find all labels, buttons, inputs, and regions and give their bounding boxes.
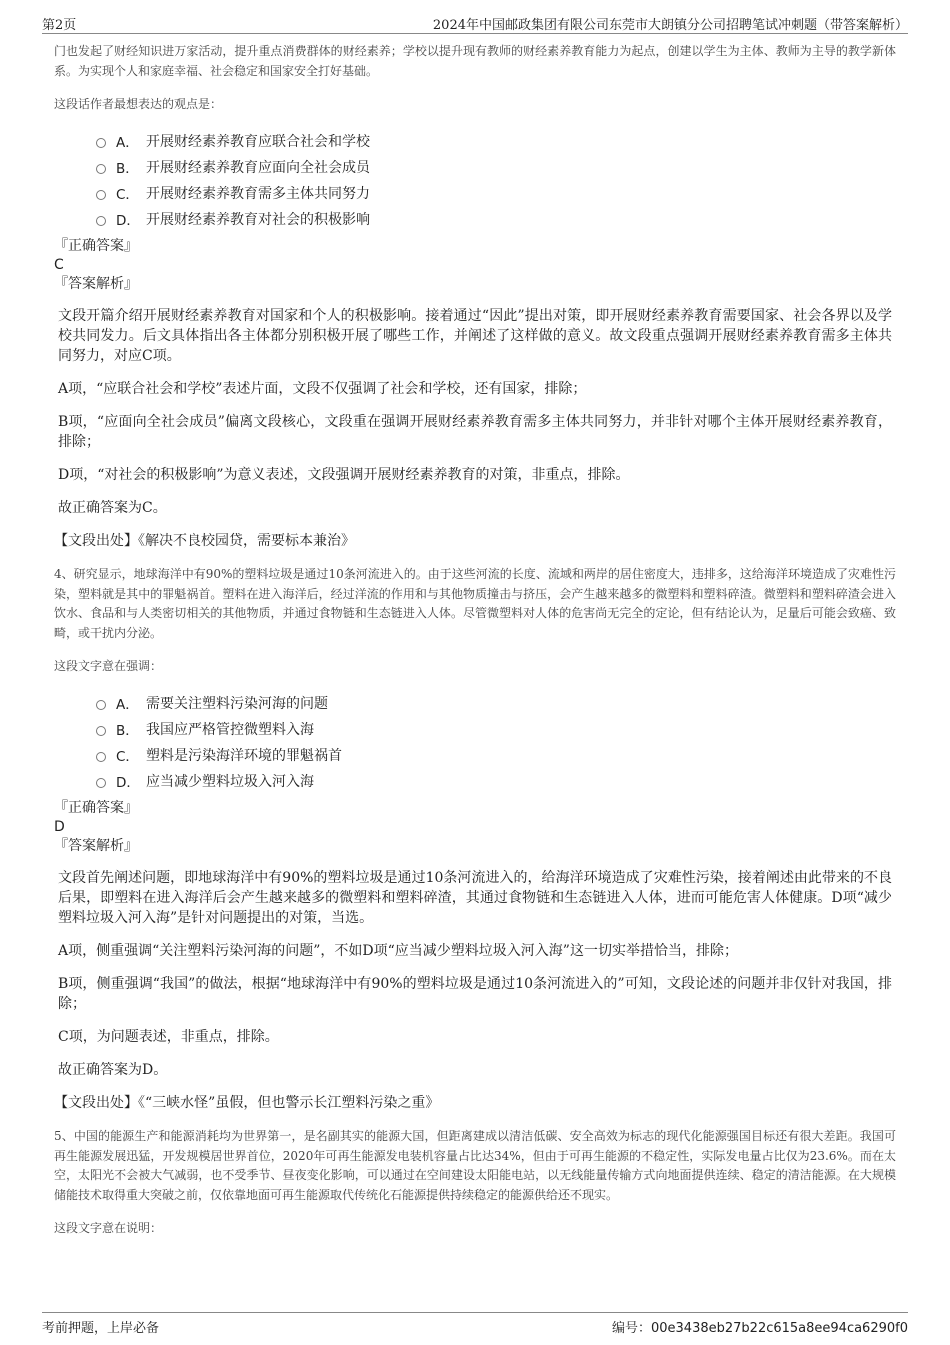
question-3-passage: 门也发起了财经知识进万家活动，提升重点消费群体的财经素养；学校以提升现有教师的财经素养教育能力为起点，创建以学生为主体、教师为主导的教学新体系。为实现个人和家庭幸福、社会稳定和国家安全打好基础。 (54, 44, 896, 78)
radio-icon[interactable] (96, 138, 106, 148)
analysis-paragraph: 文段开篇介绍开展财经素养教育对国家和个人的积极影响。接着通过“因此”提出对策，即开展财经素养教育需要国家、社会各界以及学校共同发力。后文具体指出各主体都分别积极开展了哪些工作，并阐述了这样做的意义。故文段重点强调开展财经素养教育需多主体共同努力，对应C项。 (58, 308, 892, 364)
question-4-options (96, 690, 896, 794)
question-5-passage: 5、中国的能源生产和能源消耗均为世界第一，是名副其实的能源大国，但距离建成以清洁低碳、安全高效为标志的现代化能源强国目标还有很大差距。我国可再生能源发展迅猛，开发规模居世界首位，2020年可再生能源发电装机容量占比达34%，但由于可再生能源的不稳定性，实际发电量占比仅为23.6%。而在太空，太阳光不会被大气减弱，也不受季节、昼夜变化影响，可以通过在空间建设太阳能电站，以无线能量传输方式向地面提供连续、稳定的清洁能源。在大规模储能技术取得重大突破之前，仅依靠地面可再生能源取代传统化石能源提供持续稳定的能源供给还不现实。 (54, 1129, 896, 1202)
answer-label: 『正确答案』 (54, 800, 138, 816)
analysis-paragraph: C项，为问题表述，非重点，排除。 (58, 1029, 279, 1045)
option-d[interactable] (96, 768, 896, 794)
analysis-paragraph: A项，侧重强调“关注塑料污染河海的问题”，不如D项“应当减少塑料垃圾入河入海”这一切实举措恰当，排除； (58, 943, 738, 959)
analysis-label: 『答案解析』 (54, 838, 138, 854)
passage-source: 【文段出处】《“三峡水怪”虽假，但也警示长江塑料污染之重》 (54, 1095, 440, 1111)
option-letter: C． (116, 187, 139, 203)
question-4-prompt: 这段文字意在强调： (54, 659, 163, 673)
analysis-paragraph: 故正确答案为D。 (58, 1062, 168, 1078)
option-letter: A． (116, 697, 139, 713)
correct-answer: C (54, 257, 64, 273)
radio-icon[interactable] (96, 752, 106, 762)
option-letter: D． (116, 775, 140, 791)
option-text: 开展财经素养教育需多主体共同努力 (146, 186, 370, 202)
question-5 (54, 1127, 896, 1238)
analysis-paragraph: 文段首先阐述问题，即地球海洋中有90%的塑料垃圾是通过10条河流进入的，给海洋环境造成了灾难性污染，接着阐述由此带来的不良后果，即塑料在进入海洋后会产生越来越多的微塑料和塑料碎渣，其通过食物链和生态链进入人体，进而可能危害人体健康。D项“减少塑料垃圾入河入海”是针对问题提出的对策，当选。 (58, 870, 892, 926)
document-title: 2024年中国邮政集团有限公司东莞市大朗镇分公司招聘笔试冲刺题（带答案解析） (432, 18, 908, 33)
option-text: 应当减少塑料垃圾入河入海 (146, 774, 314, 790)
option-text: 开展财经素养教育对社会的积极影响 (146, 212, 370, 228)
question-4-passage: 4、研究显示，地球海洋中有90%的塑料垃圾是通过10条河流进入的。由于这些河流的长度、流域和两岸的居住密度大，违排多，这给海洋环境造成了灾难性污染，塑料就是其中的罪魁祸首。塑料在进入海洋后，经过洋流的作用和与其他物质撞击与挤压，会产生越来越多的微塑料和塑料碎渣。微塑料和塑料碎渣会进入饮水、食品和与人类密切相关的其他物质，并通过食物链和生态链进入人体。尽管微塑料对人体的危害尚无完全的定论，但有结论认为，足量后可能会致癌、致畸，或干扰内分泌。 (54, 567, 896, 640)
radio-icon[interactable] (96, 778, 106, 788)
option-b[interactable] (96, 716, 896, 742)
document-id-code: 00e3438eb27b22c615a8ee94ca6290f0 (651, 1321, 908, 1336)
option-text: 需要关注塑料污染河海的问题 (146, 696, 328, 712)
footer-slogan: 考前押题，上岸必备 (42, 1321, 160, 1336)
analysis-paragraph: B项，侧重强调“我国”的做法，根据“地球海洋中有90%的塑料垃圾是通过10条河流进入的”可知，文段论述的问题并非仅针对我国，排除； (58, 976, 892, 1012)
question-3-prompt: 这段话作者最想表达的观点是： (54, 97, 223, 111)
page-footer (42, 1312, 908, 1334)
question-3-options (96, 128, 896, 232)
document-id (612, 1317, 908, 1336)
question-4 (54, 565, 896, 1113)
option-text: 开展财经素养教育应联合社会和学校 (146, 134, 370, 150)
analysis-label: 『答案解析』 (54, 276, 138, 292)
question-3 (54, 42, 896, 551)
option-a[interactable] (96, 690, 896, 716)
option-c[interactable] (96, 180, 896, 206)
option-d[interactable] (96, 206, 896, 232)
correct-answer: D (54, 819, 65, 835)
analysis-paragraph: A项，“应联合社会和学校”表述片面，文段不仅强调了社会和学校，还有国家，排除； (58, 381, 587, 397)
document-id-label: 编号： (611, 1321, 651, 1336)
option-b[interactable] (96, 154, 896, 180)
analysis-paragraph: B项，“应面向全社会成员”偏离文段核心，文段重在强调开展财经素养教育需多主体共同努力，并非针对哪个主体开展财经素养教育，排除； (58, 414, 892, 450)
option-c[interactable] (96, 742, 896, 768)
radio-icon[interactable] (96, 726, 106, 736)
option-letter: C． (116, 749, 139, 765)
option-letter: D． (116, 213, 140, 229)
radio-icon[interactable] (96, 190, 106, 200)
page-number: 第2页 (42, 18, 77, 33)
document-body (54, 42, 896, 1252)
radio-icon[interactable] (96, 216, 106, 226)
option-letter: B． (116, 161, 139, 177)
page-header (42, 12, 908, 34)
option-a[interactable] (96, 128, 896, 154)
option-letter: A． (116, 135, 139, 151)
analysis-paragraph: D项，“对社会的积极影响”为意义表述，文段强调开展财经素养教育的对策，非重点，排除。 (58, 467, 630, 483)
question-5-prompt: 这段文字意在说明： (54, 1221, 163, 1235)
option-text: 开展财经素养教育应面向全社会成员 (146, 160, 370, 176)
analysis-paragraph: 故正确答案为C。 (58, 500, 167, 516)
answer-label: 『正确答案』 (54, 238, 138, 254)
answer-analysis (54, 306, 896, 518)
option-text: 我国应严格管控微塑料入海 (146, 722, 314, 738)
radio-icon[interactable] (96, 164, 106, 174)
option-text: 塑料是污染海洋环境的罪魁祸首 (146, 748, 342, 764)
option-letter: B． (116, 723, 139, 739)
answer-analysis (54, 868, 896, 1080)
radio-icon[interactable] (96, 700, 106, 710)
passage-source: 【文段出处】《解决不良校园贷，需要标本兼治》 (54, 533, 355, 549)
